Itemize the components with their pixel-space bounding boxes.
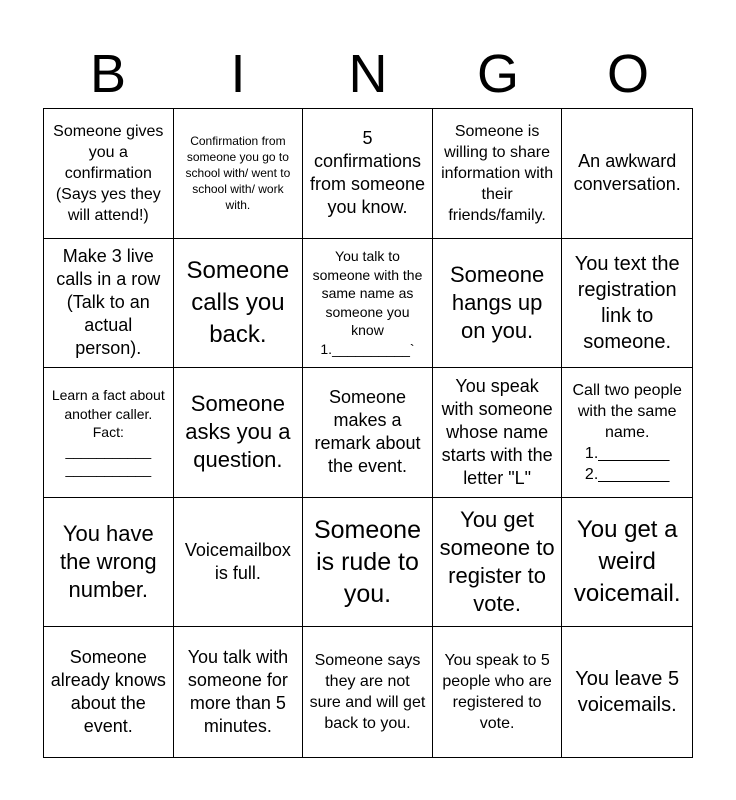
cell-text: Confirmation from someone you go to school with/ went to school with/ work with. bbox=[185, 134, 291, 213]
cell-text: You talk to someone with the same name as someone you know 1.__________` bbox=[312, 248, 423, 357]
header-letter-n: N bbox=[348, 44, 388, 104]
bingo-cell[interactable] bbox=[303, 239, 433, 369]
bingo-cell[interactable] bbox=[433, 109, 563, 239]
cell-text: You speak with someone whose name starts with the letter "L" bbox=[441, 375, 553, 488]
bingo-cell[interactable] bbox=[174, 498, 304, 628]
cell-text: Someone asks you a question. bbox=[185, 391, 291, 473]
cell-text: 5 confirmations from someone you know. bbox=[309, 128, 426, 218]
cell-text: You get a weird voicemail. bbox=[573, 516, 681, 608]
bingo-cell[interactable] bbox=[174, 627, 304, 757]
cell-text: An awkward conversation. bbox=[573, 151, 681, 195]
bingo-cell[interactable] bbox=[562, 239, 692, 369]
cell-text: You text the registration link to someone. bbox=[574, 252, 680, 353]
cell-text: You talk with someone for more than 5 minutes. bbox=[187, 647, 289, 737]
cell-text: Someone calls you back. bbox=[186, 256, 290, 348]
cell-text: Someone hangs up on you. bbox=[450, 261, 545, 343]
bingo-cell[interactable] bbox=[174, 368, 304, 498]
bingo-cell[interactable] bbox=[174, 109, 304, 239]
bingo-cell[interactable] bbox=[303, 498, 433, 628]
bingo-cell[interactable] bbox=[433, 239, 563, 369]
cell-text: You get someone to register to vote. bbox=[439, 507, 555, 617]
bingo-cell[interactable] bbox=[303, 627, 433, 757]
cell-text: Someone is rude to you. bbox=[313, 516, 421, 609]
cell-text: Voicemailbox is full. bbox=[184, 540, 291, 584]
cell-text: You have the wrong number. bbox=[59, 521, 157, 603]
bingo-header bbox=[43, 40, 693, 108]
cell-text: Someone gives you a confirmation (Says yes they will attend!) bbox=[53, 122, 164, 224]
header-letter-i: I bbox=[230, 44, 246, 104]
header-letter-b: B bbox=[89, 44, 127, 104]
bingo-cell[interactable] bbox=[562, 627, 692, 757]
header-letter-o: O bbox=[606, 44, 649, 104]
header-letter-g: G bbox=[476, 44, 519, 104]
cell-text: Someone is willing to share information with their friends/family. bbox=[441, 122, 554, 224]
bingo-card bbox=[43, 108, 693, 758]
cell-text: Someone says they are not sure and will get back to you. bbox=[309, 652, 426, 733]
bingo-cell[interactable] bbox=[433, 368, 563, 498]
bingo-cell[interactable] bbox=[44, 239, 174, 369]
bingo-cell[interactable] bbox=[174, 239, 304, 369]
bingo-cell[interactable] bbox=[562, 368, 692, 498]
bingo-cell[interactable] bbox=[44, 498, 174, 628]
bingo-cell[interactable] bbox=[44, 109, 174, 239]
cell-text: You speak to 5 people who are registered to vote. bbox=[442, 652, 552, 733]
cell-text: You leave 5 voicemails. bbox=[575, 668, 680, 717]
bingo-cell[interactable] bbox=[303, 109, 433, 239]
cell-text: Make 3 live calls in a row (Talk to an actual person). bbox=[56, 246, 161, 359]
cell-text: Learn a fact about another caller. Fact: ___________ ___________ bbox=[51, 387, 165, 478]
bingo-cell[interactable] bbox=[562, 498, 692, 628]
cell-text: Someone already knows about the event. bbox=[50, 647, 166, 737]
cell-text: Call two people with the same name. 1.________ 2.________ bbox=[572, 381, 682, 483]
bingo-cell[interactable] bbox=[562, 109, 692, 239]
bingo-cell[interactable] bbox=[44, 368, 174, 498]
bingo-cell[interactable] bbox=[303, 368, 433, 498]
bingo-cell[interactable] bbox=[433, 627, 563, 757]
cell-text: Someone makes a remark about the event. bbox=[314, 387, 421, 477]
bingo-cell[interactable] bbox=[44, 627, 174, 757]
bingo-cell[interactable] bbox=[433, 498, 563, 628]
